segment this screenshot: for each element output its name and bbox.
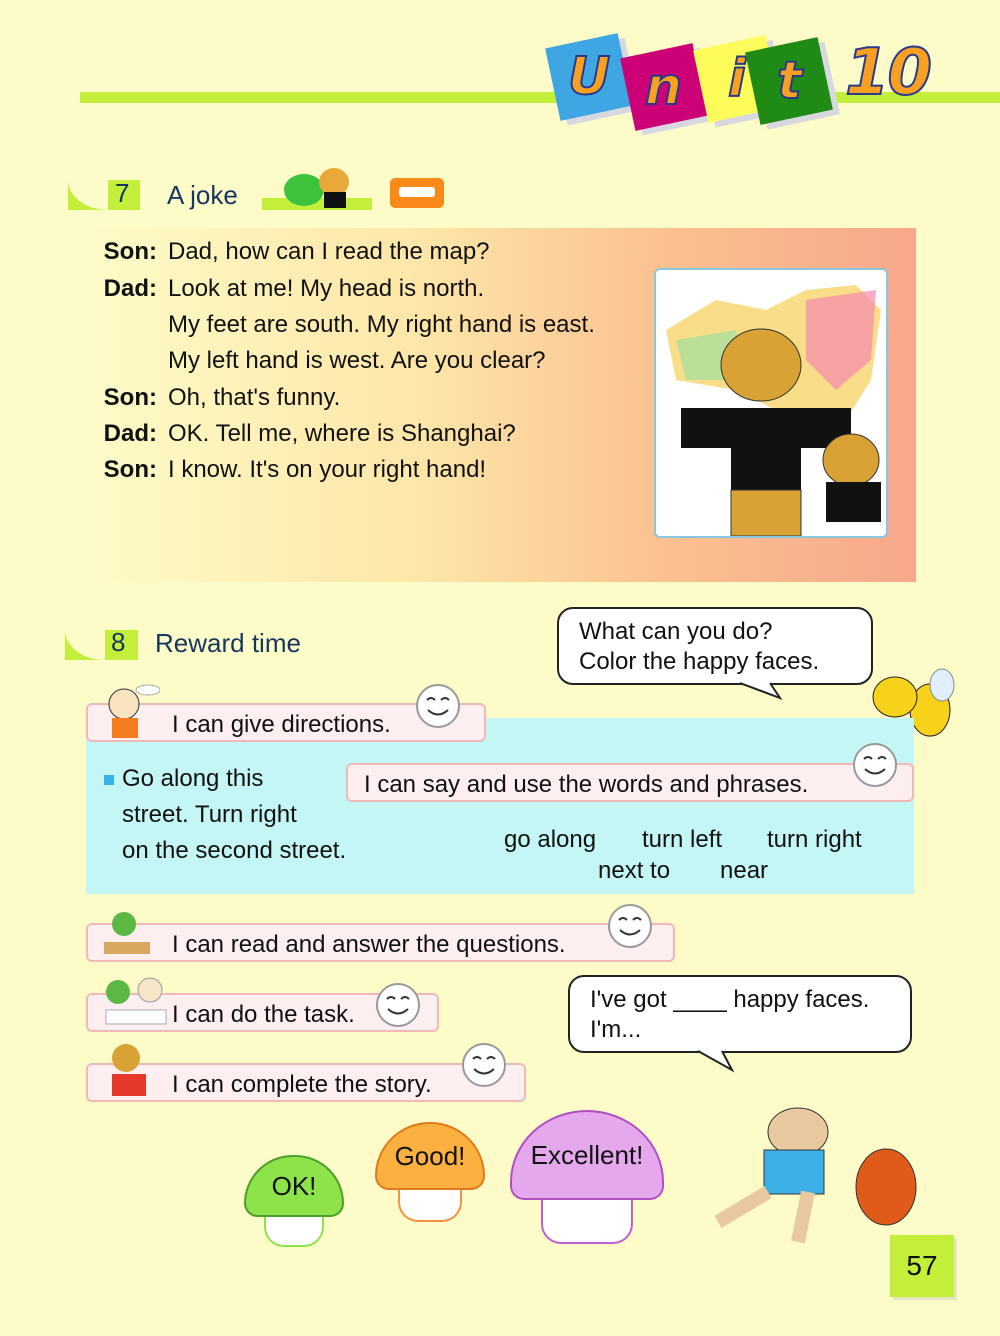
phrase: near [720,857,769,884]
dialogue-text: Dad, how can I read the map? [168,238,490,265]
phrase: turn left [642,826,723,853]
dialogue-line [92,271,484,307]
page-number: 57 [890,1235,954,1297]
rabbit-basket-icon [698,1092,928,1252]
unit-letter: n [645,57,683,117]
reward-panel [86,718,914,894]
dialogue-text: OK. Tell me, where is Shanghai? [168,420,516,447]
example-sentence: Go along this street. Turn right on the second street. [122,765,347,864]
section-number: 8 [111,627,126,657]
bubble-line: Color the happy faces. [579,648,820,675]
section-number: 7 [115,178,130,208]
dialogue-line [92,452,486,488]
unit-number: 10 [845,36,931,110]
happy-face-icon[interactable] [462,1043,506,1087]
speaker-label: Dad: [103,420,157,447]
bubble-line: What can you do? [579,618,773,645]
unit-letter: t [776,51,802,112]
section-title: Reward time [155,628,301,658]
bubble-line: I've got ____ happy faces. [590,986,870,1013]
dialogue-text: My feet are south. My right hand is east. [168,311,595,338]
speaker-label: Son: [103,456,157,483]
dialogue-line [92,380,340,416]
dialogue-line [92,416,516,452]
happy-face-icon[interactable] [416,684,460,728]
bear-book-icon [104,1040,154,1102]
smile-glyph [464,1045,504,1085]
girl-headphones-icon [100,678,160,740]
bullet-square-icon [104,775,114,785]
bubble-tail [690,1049,740,1073]
smile-glyph [418,686,458,726]
dialogue-text: My left hand is west. Are you clear? [168,347,546,374]
dialogue-line [168,343,546,379]
phrase: next to [598,857,671,884]
bubble-tail [740,681,790,701]
section-tab [65,630,138,660]
rating-good-mushroom[interactable]: Good! [375,1122,485,1222]
map-illustration [654,268,888,538]
smile-glyph [378,985,418,1025]
dialogue-text: I know. It's on your right hand! [168,456,487,483]
speech-bubble-score [568,975,912,1053]
phrase: turn right [767,826,862,853]
happy-face-icon[interactable] [853,743,897,787]
happy-face-icon[interactable] [608,904,652,948]
speaker-label: Dad: [103,275,157,302]
rating-ok-mushroom[interactable]: OK! [244,1155,344,1247]
unit-letter: U [567,47,611,108]
speaker-label: Son: [103,238,157,265]
bubble-line: I'm... [590,1016,642,1043]
can-do-item: I can do the task. [86,993,439,1032]
unit-tile-t [745,37,833,125]
kids-task-icon [98,970,176,1030]
can-do-item: I can read and answer the questions. [86,923,675,962]
section-title: A joke [167,180,238,210]
cassette-icon[interactable] [390,178,444,208]
dialogue-text: Oh, that's funny. [168,384,341,411]
phrase: go along [504,826,597,853]
smile-glyph [610,906,650,946]
unit-letter: i [728,49,746,110]
can-do-item: I can say and use the words and phrases. [346,763,914,802]
speech-bubble-question [557,607,873,685]
boy-reading-icon [100,906,155,958]
can-do-item: I can give directions. [86,703,486,742]
rating-excellent-mushroom[interactable]: Excellent! [510,1110,664,1244]
dialogue-text: Look at me! My head is north. [168,275,485,302]
smile-glyph [855,745,895,785]
dialogue-line [168,307,595,343]
speaker-label: Son: [103,384,157,411]
unit-tile-u [545,33,633,121]
bears-map-picture [656,270,886,536]
happy-face-icon[interactable] [376,983,420,1027]
can-do-item: I can complete the story. [86,1063,526,1102]
cartoon-frog-bear-icon [282,160,362,208]
dialogue-line [92,234,490,270]
